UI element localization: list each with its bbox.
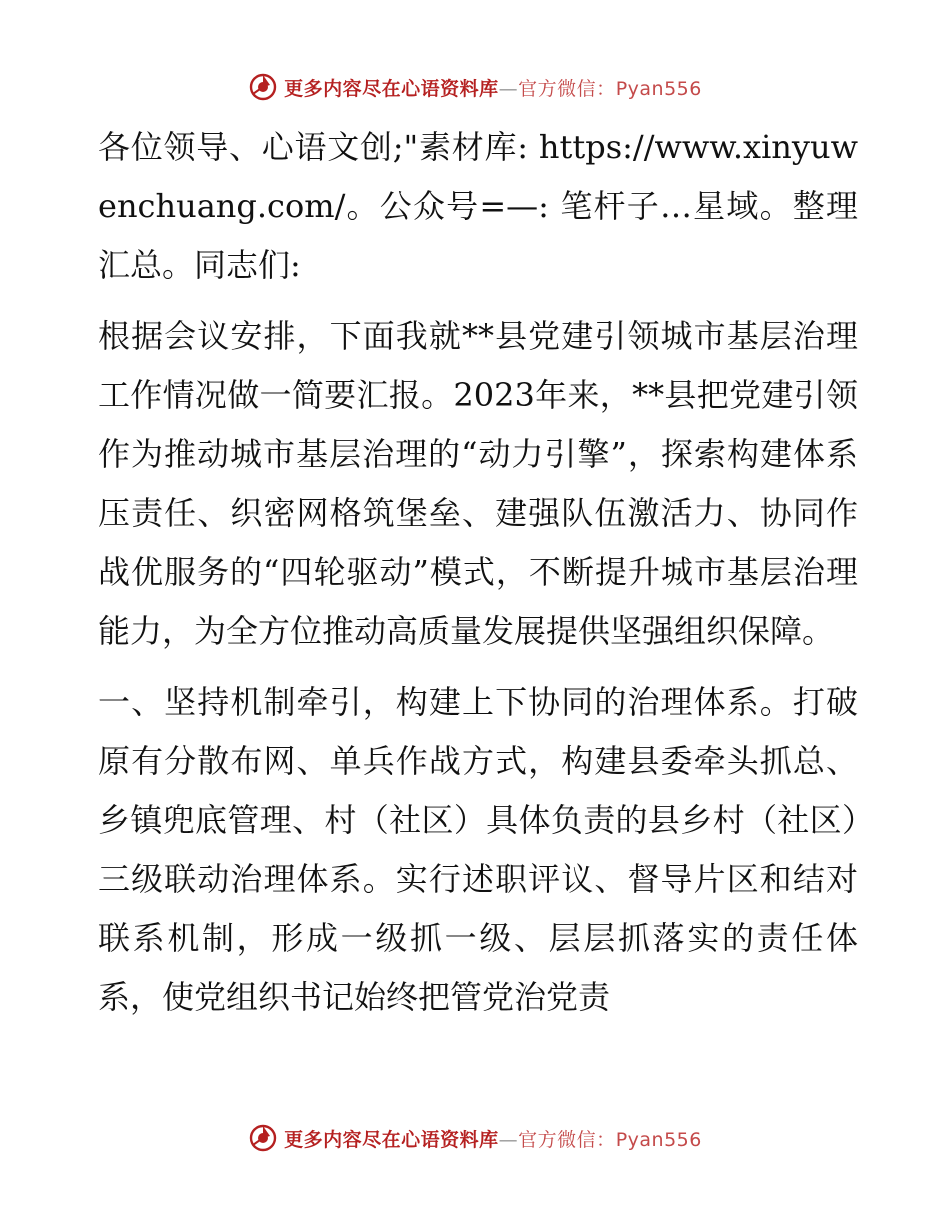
xinyu-logo-icon	[248, 1123, 278, 1153]
banner-text	[284, 1125, 702, 1152]
paragraph-section-one: 一、坚持机制牵引，构建上下协同的治理体系。打破原有分散布网、单兵作战方式，构建县委牵头抓总、乡镇兜底管理、村（社区）具体负责的县乡村（社区）三级联动治理体系。实行述职评议、督导片区和结对联系机制，形成一级抓一级、层层抓落实的责任体系，使党组织书记始终把管党治党责	[98, 683, 858, 1016]
banner-slogan: 更多内容尽在心语资料库	[284, 77, 499, 100]
banner-dash: —	[498, 1128, 519, 1151]
banner-wechat-id: Pyan556	[615, 1128, 702, 1151]
banner-dash: —	[498, 77, 519, 100]
footer-banner	[0, 1123, 950, 1153]
paragraph-intro: 根据会议安排，下面我就**县党建引领城市基层治理工作情况做一简要汇报。2023年来，**县把党建引领作为推动城市基层治理的“动力引擎”，探索构建体系压责任、织密网格筑堡垒、建强队伍激活力、协同作战优服务的“四轮驱动”模式，不断提升城市基层治理能力，为全方位推动高质量发展提供坚强组织保障。	[98, 317, 858, 650]
header-banner	[0, 72, 950, 102]
banner-wechat-label: 官方微信：	[518, 77, 616, 100]
banner-slogan: 更多内容尽在心语资料库	[284, 1128, 499, 1151]
document-body	[98, 118, 858, 1039]
banner-wechat-label: 官方微信：	[518, 1128, 616, 1151]
banner-text	[284, 74, 702, 101]
xinyu-logo-icon	[248, 72, 278, 102]
banner-wechat-id: Pyan556	[615, 77, 702, 100]
paragraph-greeting: 各位领导、心语文创;"素材库: https://www.xinyuwenchuang.com/。公众号=—: 笔杆子…星域。整理汇总。同志们:	[98, 128, 858, 284]
